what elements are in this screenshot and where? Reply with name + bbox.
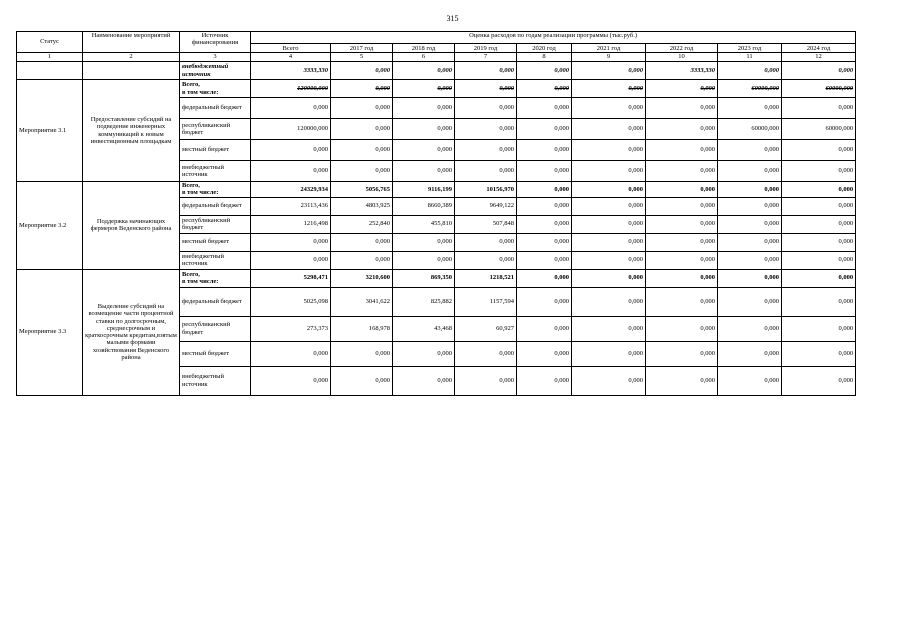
value-cell: 0,000	[718, 316, 782, 341]
value-cell: 0,000	[718, 287, 782, 316]
value-cell: 1157,594	[455, 287, 517, 316]
value-cell: 3333,330	[646, 62, 718, 80]
value-cell: 273,373	[251, 316, 331, 341]
value-cell: 60000,000	[782, 119, 856, 140]
value-cell: 0,000	[572, 98, 646, 119]
value-cell: 0,000	[393, 251, 455, 269]
value-cell: 4803,925	[331, 197, 393, 215]
status-cell: Мероприятие 3.1	[17, 80, 83, 182]
value-cell: 8660,389	[393, 197, 455, 215]
value-cell: 60,927	[455, 316, 517, 341]
value-cell: 9116,199	[393, 182, 455, 198]
value-cell: 0,000	[646, 197, 718, 215]
header-year-6: 2022 год	[646, 44, 718, 53]
source-cell: местный бюджет	[180, 233, 251, 251]
value-cell: 0,000	[517, 161, 572, 182]
value-cell: 0,000	[646, 119, 718, 140]
value-cell: 869,350	[393, 269, 455, 287]
value-cell: 0,000	[393, 366, 455, 395]
source-cell: внебюджетный источник	[180, 366, 251, 395]
value-cell: 1216,498	[251, 215, 331, 233]
column-number-10: 10	[646, 53, 718, 62]
value-cell: 0,000	[718, 215, 782, 233]
header-estimate: Оценка расходов по годам реализации программы (тыс.руб.)	[251, 32, 856, 44]
column-number-5: 5	[331, 53, 393, 62]
source-cell: республиканский бюджет	[180, 316, 251, 341]
value-cell: 0,000	[393, 341, 455, 366]
source-cell: внебюджетный источник	[180, 62, 251, 80]
value-cell: 0,000	[782, 161, 856, 182]
value-cell: 0,000	[572, 80, 646, 98]
header-year-8: 2024 год	[782, 44, 856, 53]
value-cell: 0,000	[331, 233, 393, 251]
value-cell: 0,000	[251, 233, 331, 251]
value-cell: 0,000	[782, 366, 856, 395]
table-row	[17, 182, 856, 198]
value-cell: 60000,000	[718, 119, 782, 140]
value-cell: 0,000	[646, 215, 718, 233]
value-cell: 60000,000	[782, 80, 856, 98]
value-cell: 0,000	[251, 366, 331, 395]
value-cell: 0,000	[331, 161, 393, 182]
budget-table	[16, 31, 856, 396]
column-number-9: 9	[572, 53, 646, 62]
source-cell: внебюджетный источник	[180, 251, 251, 269]
value-cell: 10156,970	[455, 182, 517, 198]
value-cell: 0,000	[718, 269, 782, 287]
value-cell: 0,000	[646, 341, 718, 366]
value-cell: 0,000	[331, 251, 393, 269]
value-cell: 0,000	[718, 62, 782, 80]
value-cell: 0,000	[646, 161, 718, 182]
source-cell: федеральный бюджет	[180, 287, 251, 316]
value-cell: 0,000	[455, 233, 517, 251]
value-cell: 0,000	[646, 80, 718, 98]
value-cell: 0,000	[572, 215, 646, 233]
value-cell: 0,000	[393, 62, 455, 80]
value-cell: 0,000	[572, 269, 646, 287]
value-cell: 0,000	[782, 197, 856, 215]
value-cell: 252,840	[331, 215, 393, 233]
name-cell-empty	[83, 62, 180, 80]
value-cell: 0,000	[455, 366, 517, 395]
value-cell: 0,000	[331, 366, 393, 395]
value-cell: 0,000	[572, 182, 646, 198]
value-cell: 24329,934	[251, 182, 331, 198]
source-cell: республиканский бюджет	[180, 119, 251, 140]
value-cell: 43,468	[393, 316, 455, 341]
value-cell: 3210,600	[331, 269, 393, 287]
source-cell: федеральный бюджет	[180, 98, 251, 119]
source-cell: Всего, в том числе:	[180, 182, 251, 198]
value-cell: 0,000	[572, 161, 646, 182]
column-number-6: 6	[393, 53, 455, 62]
value-cell: 0,000	[718, 140, 782, 161]
value-cell: 0,000	[646, 269, 718, 287]
value-cell: 0,000	[455, 161, 517, 182]
source-cell: Всего, в том числе:	[180, 269, 251, 287]
value-cell: 0,000	[251, 98, 331, 119]
value-cell: 0,000	[455, 98, 517, 119]
status-cell: Мероприятие 3.2	[17, 182, 83, 270]
value-cell: 5025,098	[251, 287, 331, 316]
value-cell: 0,000	[718, 98, 782, 119]
column-number-3: 3	[180, 53, 251, 62]
value-cell: 0,000	[572, 140, 646, 161]
value-cell: 0,000	[393, 233, 455, 251]
value-cell: 0,000	[572, 233, 646, 251]
value-cell: 120000,000	[251, 80, 331, 98]
value-cell: 0,000	[646, 316, 718, 341]
measure-name-cell: Выделение субсидий на возмещение части процентной ставки по долгосрочным, среднесрочным и краткосрочным кредитам,взятым малыми формами хозяйствования Веденского района	[83, 269, 180, 395]
value-cell: 0,000	[251, 161, 331, 182]
value-cell: 0,000	[646, 140, 718, 161]
value-cell: 0,000	[517, 80, 572, 98]
table-row	[17, 80, 856, 98]
value-cell: 0,000	[718, 251, 782, 269]
value-cell: 0,000	[718, 182, 782, 198]
value-cell: 0,000	[572, 197, 646, 215]
value-cell: 0,000	[517, 98, 572, 119]
header-year-5: 2021 год	[572, 44, 646, 53]
header-status: Статус	[17, 32, 83, 53]
value-cell: 9649,122	[455, 197, 517, 215]
table-row-offbudget-carryover	[17, 62, 856, 80]
value-cell: 0,000	[782, 182, 856, 198]
value-cell: 0,000	[782, 341, 856, 366]
value-cell: 0,000	[517, 251, 572, 269]
value-cell: 0,000	[782, 140, 856, 161]
value-cell: 0,000	[455, 251, 517, 269]
header-year-4: 2020 год	[517, 44, 572, 53]
value-cell: 1218,521	[455, 269, 517, 287]
value-cell: 0,000	[517, 182, 572, 198]
value-cell: 0,000	[646, 233, 718, 251]
column-number-4: 4	[251, 53, 331, 62]
source-cell: внебюджетный источник	[180, 161, 251, 182]
table-row	[17, 269, 856, 287]
value-cell: 0,000	[782, 62, 856, 80]
value-cell: 0,000	[331, 98, 393, 119]
value-cell: 23113,436	[251, 197, 331, 215]
value-cell: 0,000	[393, 80, 455, 98]
value-cell: 0,000	[718, 161, 782, 182]
value-cell: 0,000	[517, 140, 572, 161]
value-cell: 0,000	[517, 62, 572, 80]
value-cell: 0,000	[455, 62, 517, 80]
source-cell: местный бюджет	[180, 140, 251, 161]
value-cell: 0,000	[455, 341, 517, 366]
measure-name-cell: Поддержка начинающих фермеров Веденского района	[83, 182, 180, 270]
header-year-2: 2018 год	[393, 44, 455, 53]
value-cell: 0,000	[782, 251, 856, 269]
source-cell: Всего, в том числе:	[180, 80, 251, 98]
value-cell: 0,000	[331, 119, 393, 140]
header-name: Наименование мероприятий	[83, 32, 180, 53]
measure-name-cell: Предоставление субсидий на подведение инженерных коммуникаций к новым инвестиционным площадкам	[83, 80, 180, 182]
value-cell: 0,000	[646, 182, 718, 198]
value-cell: 0,000	[572, 287, 646, 316]
header-year-1: 2017 год	[331, 44, 393, 53]
value-cell: 0,000	[517, 233, 572, 251]
value-cell: 455,810	[393, 215, 455, 233]
value-cell: 0,000	[517, 119, 572, 140]
value-cell: 0,000	[517, 287, 572, 316]
value-cell: 0,000	[646, 366, 718, 395]
value-cell: 0,000	[646, 251, 718, 269]
value-cell: 0,000	[718, 197, 782, 215]
value-cell: 0,000	[455, 80, 517, 98]
value-cell: 0,000	[782, 287, 856, 316]
value-cell: 0,000	[331, 140, 393, 161]
value-cell: 0,000	[517, 215, 572, 233]
value-cell: 0,000	[782, 316, 856, 341]
value-cell: 507,848	[455, 215, 517, 233]
value-cell: 0,000	[572, 251, 646, 269]
value-cell: 0,000	[251, 140, 331, 161]
value-cell: 0,000	[782, 233, 856, 251]
value-cell: 3041,622	[331, 287, 393, 316]
value-cell: 0,000	[393, 119, 455, 140]
value-cell: 0,000	[572, 341, 646, 366]
value-cell: 168,978	[331, 316, 393, 341]
value-cell: 0,000	[517, 366, 572, 395]
value-cell: 5298,471	[251, 269, 331, 287]
value-cell: 0,000	[393, 140, 455, 161]
value-cell: 0,000	[718, 341, 782, 366]
source-cell: республиканский бюджет	[180, 215, 251, 233]
header-source: Источник финансирования	[180, 32, 251, 53]
value-cell: 120000,000	[251, 119, 331, 140]
value-cell: 0,000	[517, 341, 572, 366]
page-number: 315	[446, 14, 459, 23]
value-cell: 0,000	[517, 269, 572, 287]
value-cell: 0,000	[572, 62, 646, 80]
value-cell: 0,000	[782, 215, 856, 233]
column-number-8: 8	[517, 53, 572, 62]
value-cell: 0,000	[251, 251, 331, 269]
value-cell: 0,000	[331, 80, 393, 98]
column-number-12: 12	[782, 53, 856, 62]
value-cell: 0,000	[782, 98, 856, 119]
header-year-0: Всего	[251, 44, 331, 53]
column-numbers-row	[17, 53, 856, 62]
value-cell: 0,000	[517, 316, 572, 341]
value-cell: 0,000	[646, 287, 718, 316]
header-year-3: 2019 год	[455, 44, 517, 53]
value-cell: 60000,000	[718, 80, 782, 98]
source-cell: местный бюджет	[180, 341, 251, 366]
status-cell-empty	[17, 62, 83, 80]
column-number-11: 11	[718, 53, 782, 62]
value-cell: 0,000	[646, 98, 718, 119]
value-cell: 0,000	[331, 341, 393, 366]
status-cell: Мероприятие 3.3	[17, 269, 83, 395]
header-year-7: 2023 год	[718, 44, 782, 53]
value-cell: 0,000	[331, 62, 393, 80]
value-cell: 5056,765	[331, 182, 393, 198]
value-cell: 0,000	[572, 366, 646, 395]
value-cell: 0,000	[393, 161, 455, 182]
value-cell: 0,000	[455, 140, 517, 161]
value-cell: 0,000	[572, 119, 646, 140]
value-cell: 0,000	[782, 269, 856, 287]
value-cell: 3333,330	[251, 62, 331, 80]
column-number-7: 7	[455, 53, 517, 62]
value-cell: 0,000	[718, 233, 782, 251]
value-cell: 0,000	[455, 119, 517, 140]
column-number-1: 1	[17, 53, 83, 62]
value-cell: 0,000	[572, 316, 646, 341]
value-cell: 0,000	[251, 341, 331, 366]
value-cell: 0,000	[393, 98, 455, 119]
value-cell: 0,000	[517, 197, 572, 215]
source-cell: федеральный бюджет	[180, 197, 251, 215]
column-number-2: 2	[83, 53, 180, 62]
value-cell: 825,882	[393, 287, 455, 316]
value-cell: 0,000	[718, 366, 782, 395]
